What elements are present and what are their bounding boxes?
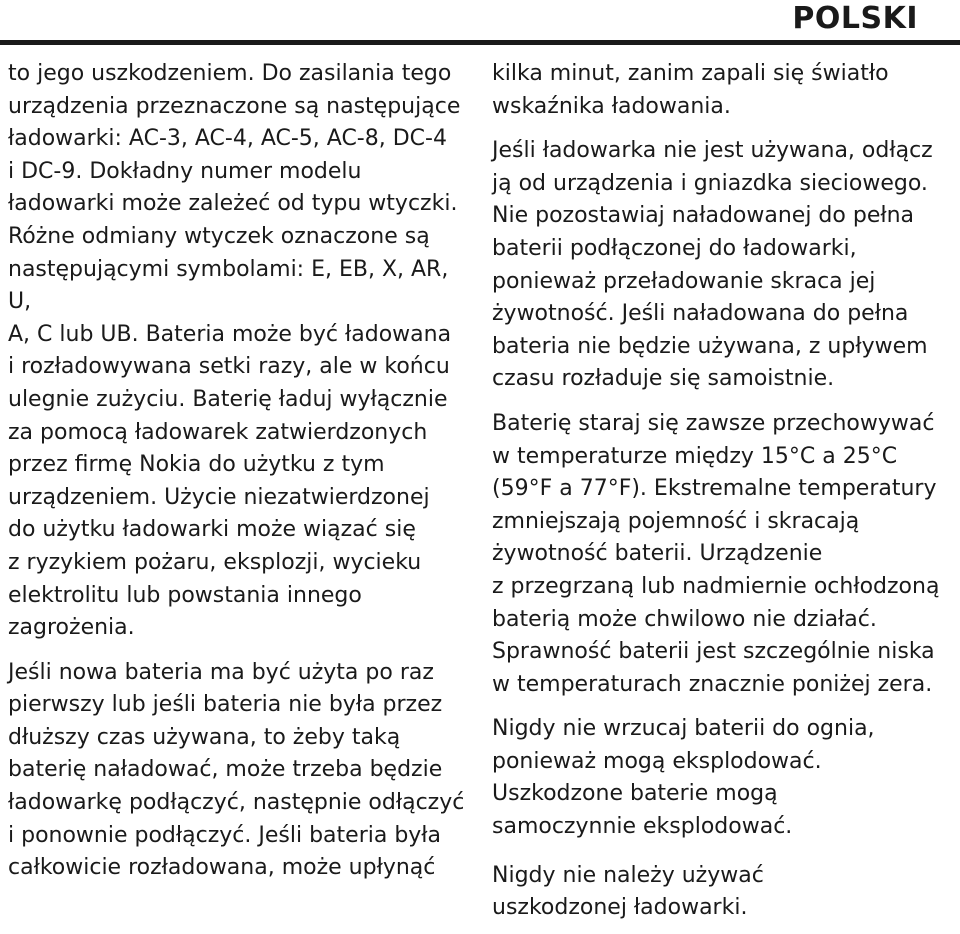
paragraph-fire-warning: Nigdy nie wrzucaj baterii do ognia, ponieważ mogą eksplodować. Uszkodzone baterie mogą samoczynnie eksplodować. <box>492 716 875 840</box>
page-language-label: POLSKI <box>792 1 918 36</box>
header-divider <box>0 40 960 45</box>
right-text-column <box>492 58 952 925</box>
paragraph-damaged-charger: Nigdy nie należy używać uszkodzonej ładowarki. <box>492 862 764 921</box>
paragraph-temperature: Baterię staraj się zawsze przechowywać w temperaturze między 15°C a 25°C (59°F a 77°F). Ekstremalne temperatury zmniejszają pojemność i skracają żywotność baterii. Urządzenie z przegrzaną lub nadmiernie ochłodzoną baterią może chwilowo nie działać. Sprawność baterii jest szczególnie niska w temperaturach znacznie poniżej zera. <box>492 410 940 697</box>
paragraph-indicator: kilka minut, zanim zapali się światło wskaźnika ładowania. <box>492 61 889 119</box>
paragraph-charger-info: to jego uszkodzeniem. Do zasilania tego urządzenia przeznaczone są następujące ładowarki: AC-3, AC-4, AC-5, AC-8, DC-4 i DC-9. Dokładny numer modelu ładowarki może zależeć od typu wtyczki. Różne odmiany wtyczek oznaczone są następującymi symbolami: E, EB, X, AR, U, A, C lub UB. Bateria może być ładowana i rozładowywana setki razy, ale w końcu ulegnie zużyciu. Baterię ładuj wyłącznie za pomocą ładowarek zatwierdzonych przez firmę Nokia do użytku z tym urządzeniem. Użycie niezatwierdzonej do użytku ładowarki może wiązać się z ryzykiem pożaru, eksplozji, wycieku elektrolitu lub powstania innego zagrożenia. <box>8 61 461 641</box>
paragraph-new-battery: Jeśli nowa bateria ma być użyta po raz pierwszy lub jeśli bateria nie była przez dłuższy czas używana, to żeby taką baterię naładować, może trzeba będzie ładowarkę podłączyć, następnie odłączyć i ponownie podłączyć. Jeśli bateria była całkowicie rozładowana, może upłynąć <box>8 659 465 881</box>
left-text-column <box>8 58 474 885</box>
paragraph-disconnect-charger: Jeśli ładowarka nie jest używana, odłącz ją od urządzenia i gniazdka sieciowego. Nie pozostawiaj naładowanej do pełna baterii podłączonej do ładowarki, ponieważ przeładowanie skraca jej żywotność. Jeśli naładowana do pełna bateria nie będzie używana, z upływem czasu rozładuje się samoistnie. <box>492 138 933 392</box>
